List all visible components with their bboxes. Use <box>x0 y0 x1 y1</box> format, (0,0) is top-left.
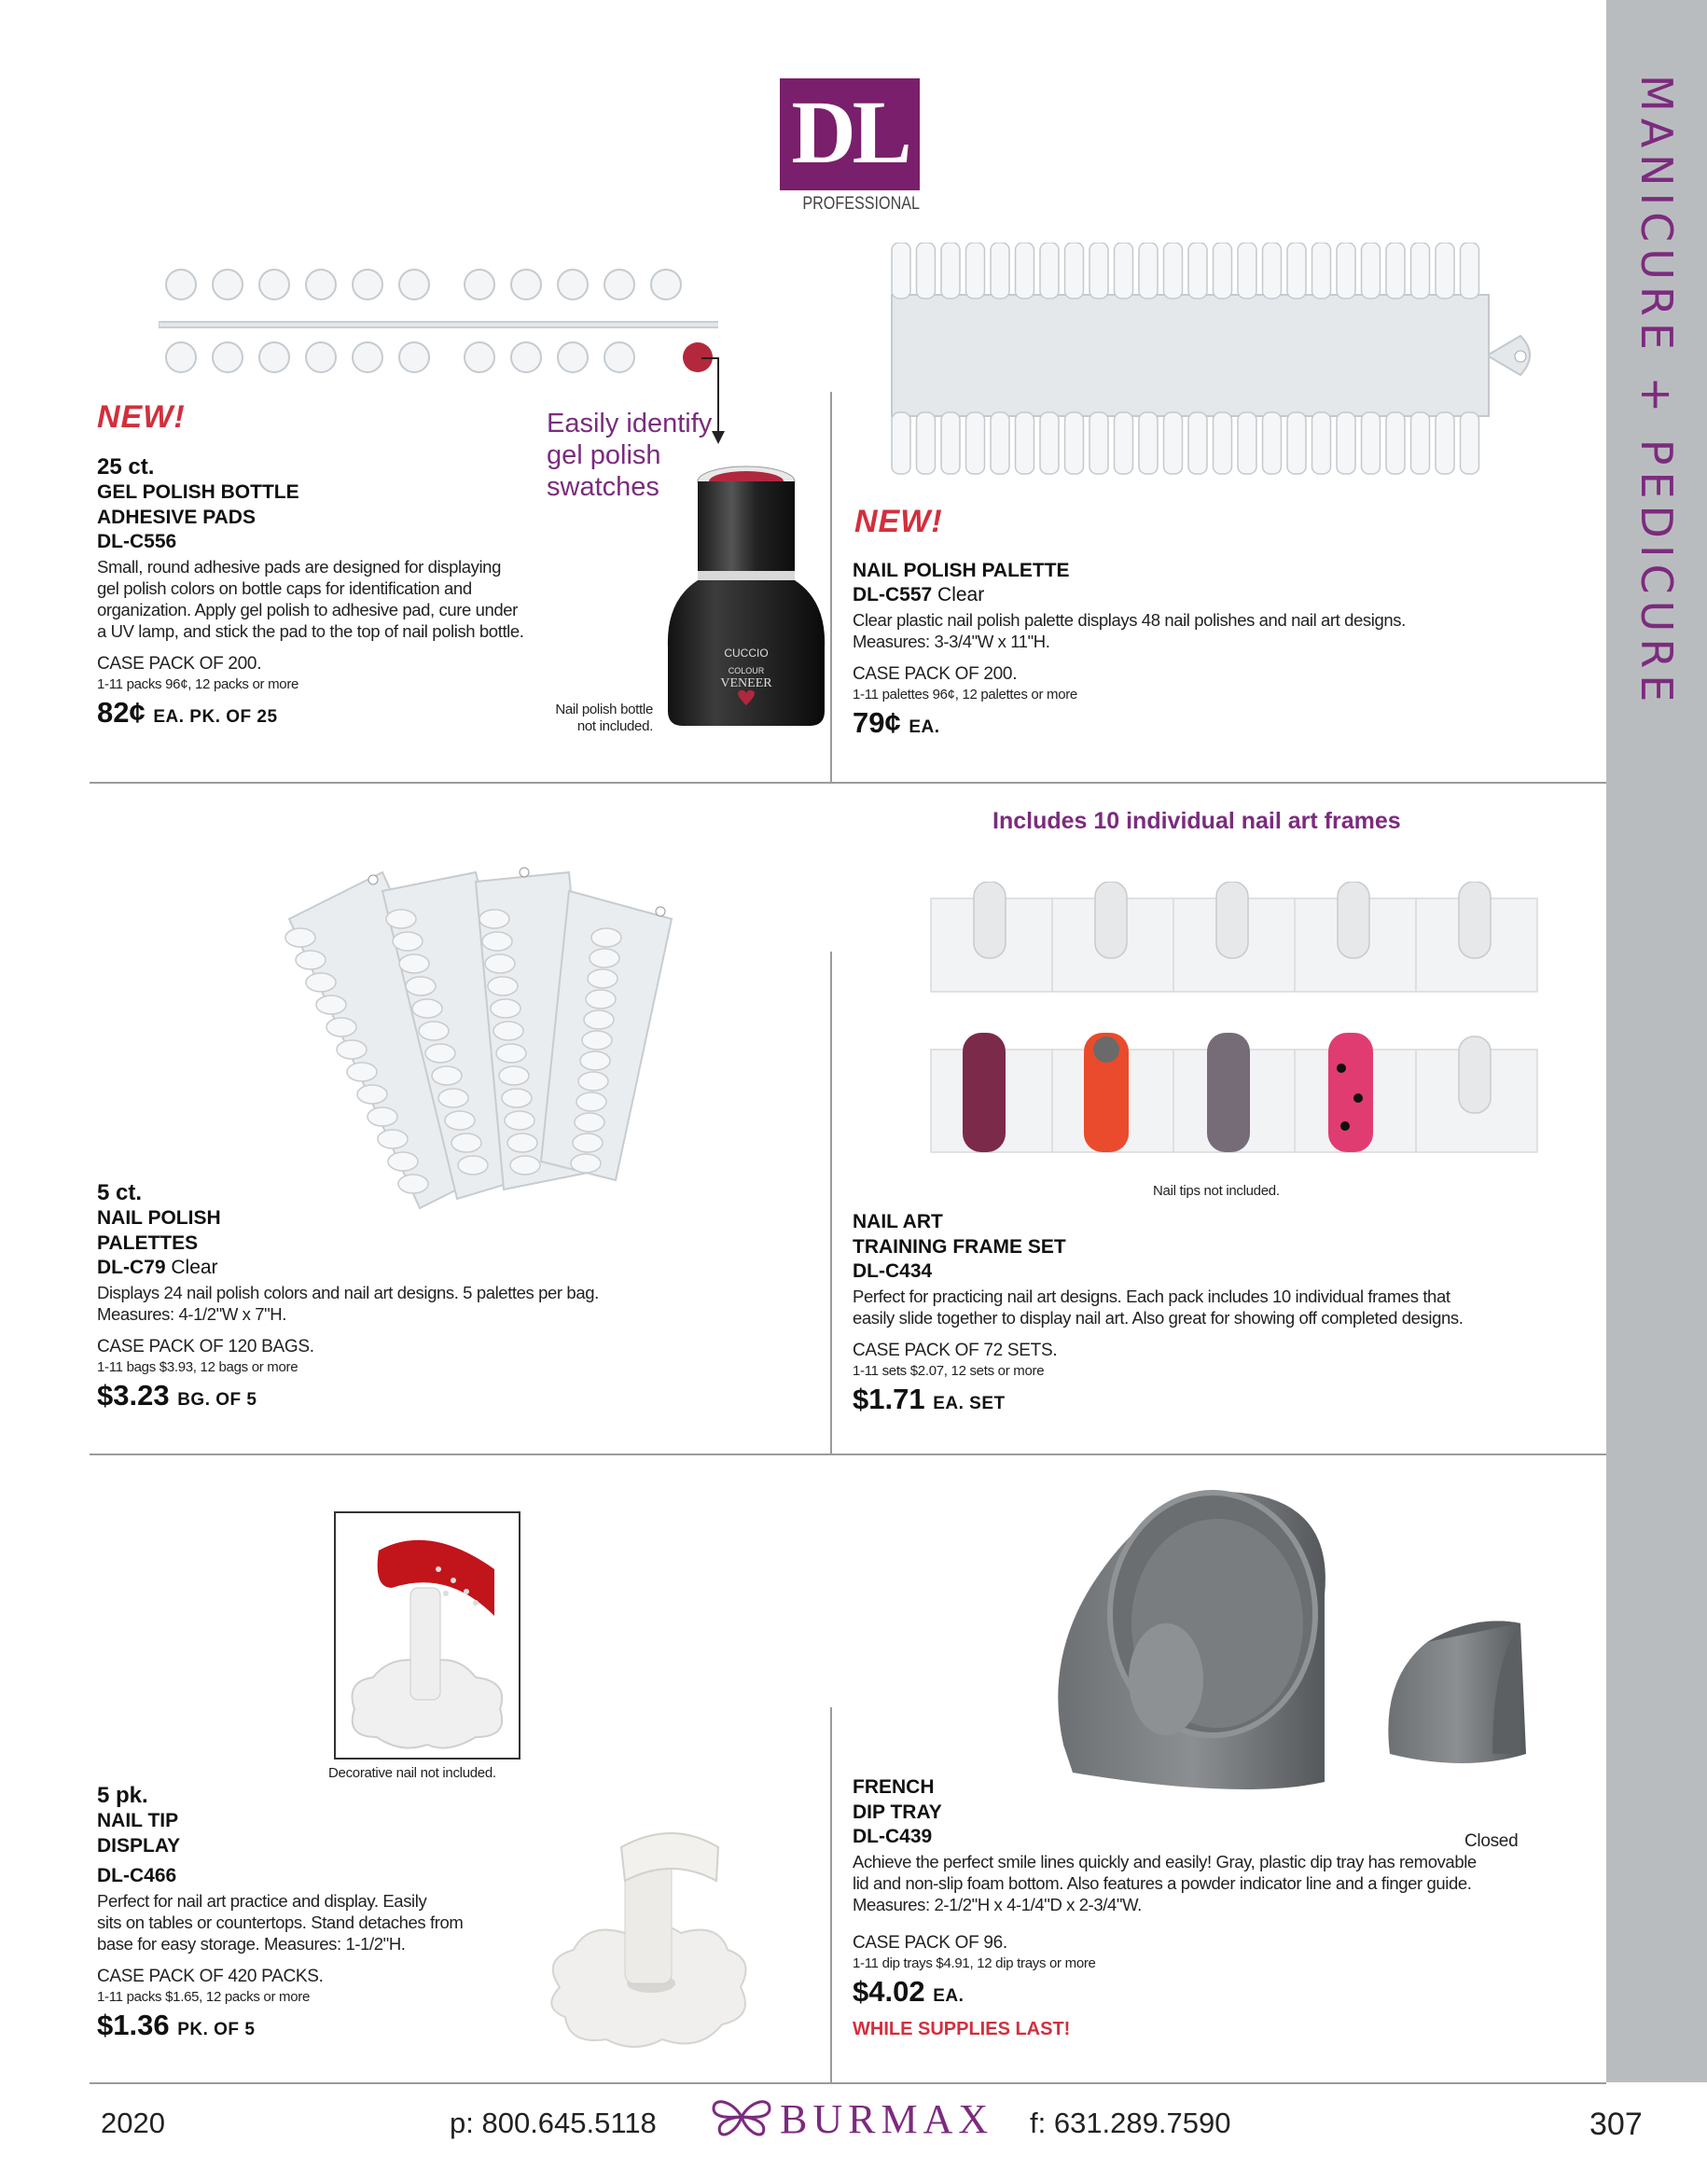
desc-line: gel polish colors on bottle caps for identification and <box>97 578 472 598</box>
dl-logo <box>780 78 920 190</box>
new-badge: NEW! <box>97 399 186 435</box>
price-unit: EA. SET <box>933 1394 1006 1413</box>
new-badge: NEW! <box>854 504 943 539</box>
footer-phone: p: 800.645.5118 <box>450 2107 657 2139</box>
divider-row1 <box>830 392 832 782</box>
sku-suffix: Clear <box>171 1257 218 1278</box>
tier-pricing: 1-11 packs $1.65, 12 packs or more <box>97 1989 310 2005</box>
product-name: GEL POLISH BOTTLE <box>97 481 299 503</box>
adhesive-pads-image <box>159 257 718 387</box>
product-info-p6 <box>853 1774 1599 2040</box>
callout-line: Easily identify <box>547 409 713 438</box>
price-unit: EA. PK. OF 25 <box>153 707 278 727</box>
training-frame-set-image <box>929 882 1545 1162</box>
sku-code: DL-C79 <box>97 1257 166 1278</box>
product-sku <box>853 583 1561 607</box>
divider-row2-bottom <box>90 1454 1606 1455</box>
product-info-p3 <box>97 1181 806 1417</box>
tier-pricing: 1-11 packs 96¢, 12 packs or more <box>97 676 299 692</box>
divider-row1-bottom <box>90 782 1606 784</box>
svg-text:VENEER: VENEER <box>720 676 772 690</box>
price-unit: EA. <box>909 717 940 737</box>
desc-line: easily slide together to display nail art. Also great for showing off completed designs. <box>853 1308 1464 1328</box>
price <box>853 1975 1599 2013</box>
case-pack: CASE PACK OF 120 BAGS. <box>97 1337 314 1356</box>
desc-line: lid and non-slip foam bottom. Also features a powder indicator line and a finger guide. <box>853 1873 1472 1893</box>
product-name: FRENCH <box>853 1776 935 1798</box>
sku-code: DL-C557 <box>853 584 933 605</box>
footer-fax: f: 631.289.7590 <box>1030 2107 1231 2139</box>
product-sku <box>97 1256 806 1280</box>
price-unit: EA. <box>933 1986 965 2006</box>
product-name: ADHESIVE PADS <box>97 507 256 528</box>
desc-line: Measures: 2-1/2"H x 4-1/4"D x 2-3/4"W. <box>853 1895 1142 1914</box>
case-pack: CASE PACK OF 420 PACKS. <box>97 1967 324 1986</box>
product-name: DIP TRAY <box>853 1801 942 1823</box>
price <box>853 706 1561 744</box>
callout-line: gel polish <box>547 440 661 470</box>
decorative-nail-inset <box>334 1511 520 1760</box>
product-count: 5 ct. <box>97 1180 143 1205</box>
case-pack: CASE PACK OF 96. <box>853 1933 1007 1953</box>
product-description <box>97 1282 806 1325</box>
price-unit: BG. OF 5 <box>177 1390 257 1410</box>
dl-logo-subtitle: PROFESSIONAL <box>802 194 920 214</box>
price <box>97 2009 507 2047</box>
desc-line: sits on tables or countertops. Stand detaches from <box>97 1913 464 1932</box>
product-info-p2 <box>853 558 1561 744</box>
product-name: TRAINING FRAME SET <box>853 1236 1066 1258</box>
tier-pricing: 1-11 bags $3.93, 12 bags or more <box>97 1359 298 1375</box>
product-description <box>97 556 619 642</box>
product-sku: DL-C434 <box>853 1260 933 1282</box>
price <box>853 1383 1580 1421</box>
product-count: 5 pk. <box>97 1783 148 1808</box>
desc-line: Measures: 3-3/4"W x 11"H. <box>853 632 1050 651</box>
price-value: $1.71 <box>853 1383 925 1415</box>
product-description <box>853 1286 1580 1328</box>
desc-line: Measures: 4-1/2"W x 7"H. <box>97 1304 286 1324</box>
product-sku: DL-C556 <box>97 531 177 552</box>
footer-page-number: 307 <box>1589 2107 1643 2142</box>
product-count: 25 ct. <box>97 454 155 480</box>
product-description <box>853 1851 1599 1915</box>
product-name: NAIL POLISH <box>97 1207 221 1229</box>
nail-tip-stand-image <box>532 1810 765 2052</box>
desc-line: Perfect for nail art practice and display. Easily <box>97 1891 427 1911</box>
footer-year: 2020 <box>101 2107 165 2139</box>
desc-line: organization. Apply gel polish to adhesive pad, cure under <box>97 600 518 619</box>
product-name: NAIL ART <box>853 1211 943 1232</box>
desc-line: a UV lamp, and stick the pad to the top of nail polish bottle. <box>97 621 524 641</box>
divider-row2 <box>830 952 832 1455</box>
price-value: $4.02 <box>853 1975 925 2008</box>
desc-line: Small, round adhesive pads are designed for displaying <box>97 557 501 577</box>
section-sidebar-label-wrap <box>1606 0 1707 2082</box>
decorative-nail-image <box>336 1513 519 1758</box>
case-pack: CASE PACK OF 200. <box>97 654 262 674</box>
desc-line: base for easy storage. Measures: 1-1/2"H. <box>97 1934 406 1954</box>
price <box>97 696 619 734</box>
closeout-notice: WHILE SUPPLIES LAST! <box>853 2019 1071 2039</box>
frames-banner: Includes 10 individual nail art frames <box>992 808 1401 834</box>
desc-line: Achieve the perfect smile lines quickly and easily! Gray, plastic dip tray has removable <box>853 1852 1477 1871</box>
closed-label: Closed <box>1464 1831 1519 1851</box>
french-dip-tray-image <box>1054 1474 1576 1810</box>
tier-pricing: 1-11 sets $2.07, 12 sets or more <box>853 1363 1045 1379</box>
sku-suffix: Clear <box>937 584 985 605</box>
product-info-p4 <box>853 1209 1580 1421</box>
burmax-butterfly-icon <box>709 2095 774 2138</box>
product-note <box>545 702 653 735</box>
section-sidebar-label: MANICURE + PEDICURE <box>1631 75 1682 709</box>
desc-line: Clear plastic nail polish palette displays 48 nail polishes and nail art designs. <box>853 610 1406 630</box>
case-pack: CASE PACK OF 200. <box>853 664 1018 684</box>
nail-polish-palettes-fan-image <box>280 863 765 1227</box>
nail-polish-palette-image <box>877 243 1548 480</box>
product-info-p1 <box>97 455 619 734</box>
footer-brand: BURMAX <box>780 2096 994 2142</box>
footer-rule <box>90 2082 1606 2084</box>
price-value: $1.36 <box>97 2009 170 2041</box>
product-description <box>97 1890 507 1954</box>
case-pack: CASE PACK OF 72 SETS. <box>853 1341 1058 1360</box>
product-sku: DL-C439 <box>853 1826 933 1847</box>
svg-text:CUCCIO: CUCCIO <box>724 647 769 660</box>
product-note: Nail tips not included. <box>1153 1183 1280 1199</box>
desc-line: Perfect for practicing nail art designs. Each pack includes 10 individual frames that <box>853 1287 1450 1306</box>
callout-line: swatches <box>547 472 659 502</box>
product-sku: DL-C466 <box>97 1865 177 1886</box>
price-value: $3.23 <box>97 1379 170 1412</box>
price-value: 79¢ <box>853 706 901 739</box>
tier-pricing: 1-11 dip trays $4.91, 12 dip trays or more <box>853 1955 1096 1971</box>
note-line: not included. <box>576 718 653 734</box>
product-name: NAIL POLISH PALETTE <box>853 560 1070 581</box>
product-note: Decorative nail not included. <box>328 1765 496 1781</box>
product-description <box>853 609 1561 652</box>
product-info-p5 <box>97 1784 507 2047</box>
note-line: Nail polish bottle <box>555 702 653 717</box>
svg-text:COLOUR: COLOUR <box>728 666 765 675</box>
divider-row3 <box>830 1707 832 2082</box>
gel-polish-bottle-image <box>660 461 828 731</box>
desc-line: Displays 24 nail polish colors and nail art designs. 5 palettes per bag. <box>97 1283 599 1302</box>
price-unit: PK. OF 5 <box>177 2020 256 2039</box>
price <box>97 1379 806 1417</box>
product-name: NAIL TIP <box>97 1810 179 1831</box>
product-name: PALETTES <box>97 1232 199 1254</box>
dl-logo-letters: DL <box>791 82 909 182</box>
tier-pricing: 1-11 palettes 96¢, 12 palettes or more <box>853 687 1077 702</box>
product-name: DISPLAY <box>97 1835 181 1857</box>
price-value: 82¢ <box>97 696 146 729</box>
